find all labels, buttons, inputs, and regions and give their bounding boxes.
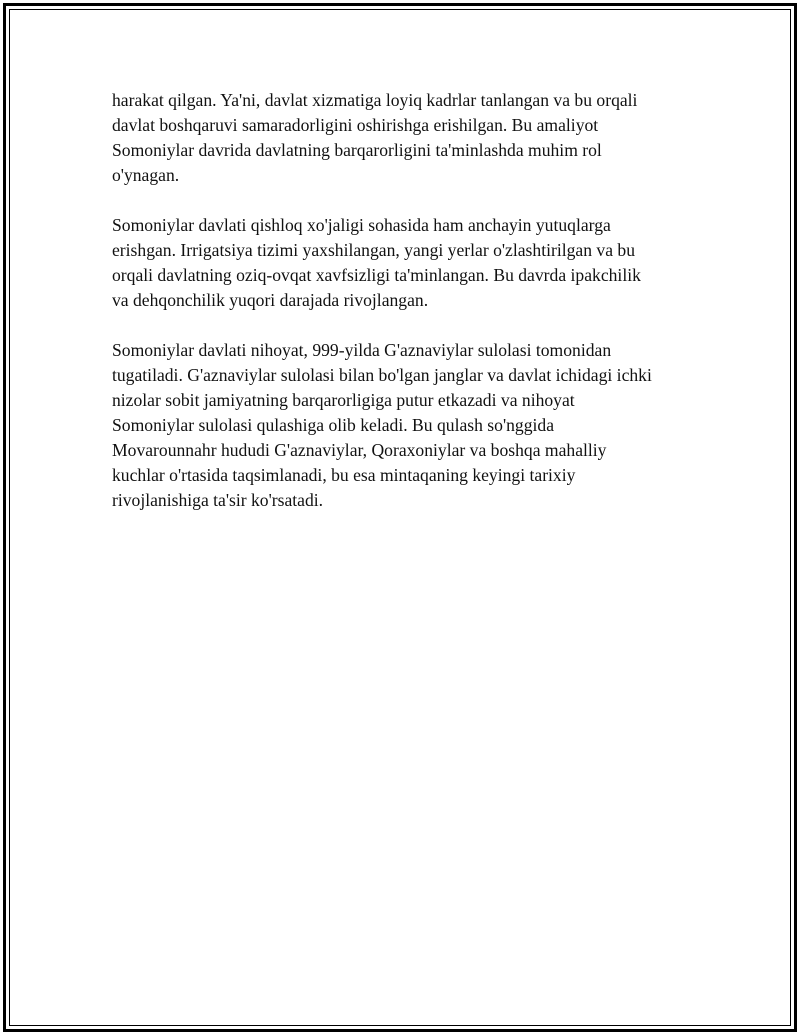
text-line: davlat boshqaruvi samaradorligini oshirishga erishilgan. Bu amaliyot <box>112 115 599 135</box>
text-line: Somoniylar davlati nihoyat, 999-yilda G'aznaviylar sulolasi tomonidan <box>112 340 612 360</box>
text-line: rivojlanishiga ta'sir ko'rsatadi. <box>112 490 324 510</box>
paragraph-fall <box>112 338 702 513</box>
paragraph-agriculture <box>112 213 702 313</box>
text-line: orqali davlatning oziq-ovqat xavfsizligi ta'minlangan. Bu davrda ipakchilik <box>112 265 641 285</box>
text-line: kuchlar o'rtasida taqsimlanadi, bu esa mintaqaning keyingi tarixiy <box>112 465 576 485</box>
text-line: Somoniylar sulolasi qulashiga olib keladi. Bu qulash so'nggida <box>112 415 554 435</box>
text-line: tugatiladi. G'aznaviylar sulolasi bilan bo'lgan janglar va davlat ichidagi ichki <box>112 365 652 385</box>
text-line: nizolar sobit jamiyatning barqarorligiga putur etkazadi va nihoyat <box>112 390 575 410</box>
text-line: Somoniylar davlati qishloq xo'jaligi sohasida ham anchayin yutuqlarga <box>112 215 611 235</box>
text-line: Somoniylar davrida davlatning barqarorligini ta'minlashda muhim rol <box>112 140 602 160</box>
text-line: harakat qilgan. Ya'ni, davlat xizmatiga loyiq kadrlar tanlangan va bu orqali <box>112 90 638 110</box>
text-line: o'ynagan. <box>112 165 180 185</box>
text-line: Movarounnahr hududi G'aznaviylar, Qoraxoniylar va boshqa mahalliy <box>112 440 607 460</box>
text-line: erishgan. Irrigatsiya tizimi yaxshilangan, yangi yerlar o'zlashtirilgan va bu <box>112 240 636 260</box>
document-body <box>112 88 702 538</box>
paragraph-administration <box>112 88 702 188</box>
text-line: va dehqonchilik yuqori darajada rivojlangan. <box>112 290 429 310</box>
